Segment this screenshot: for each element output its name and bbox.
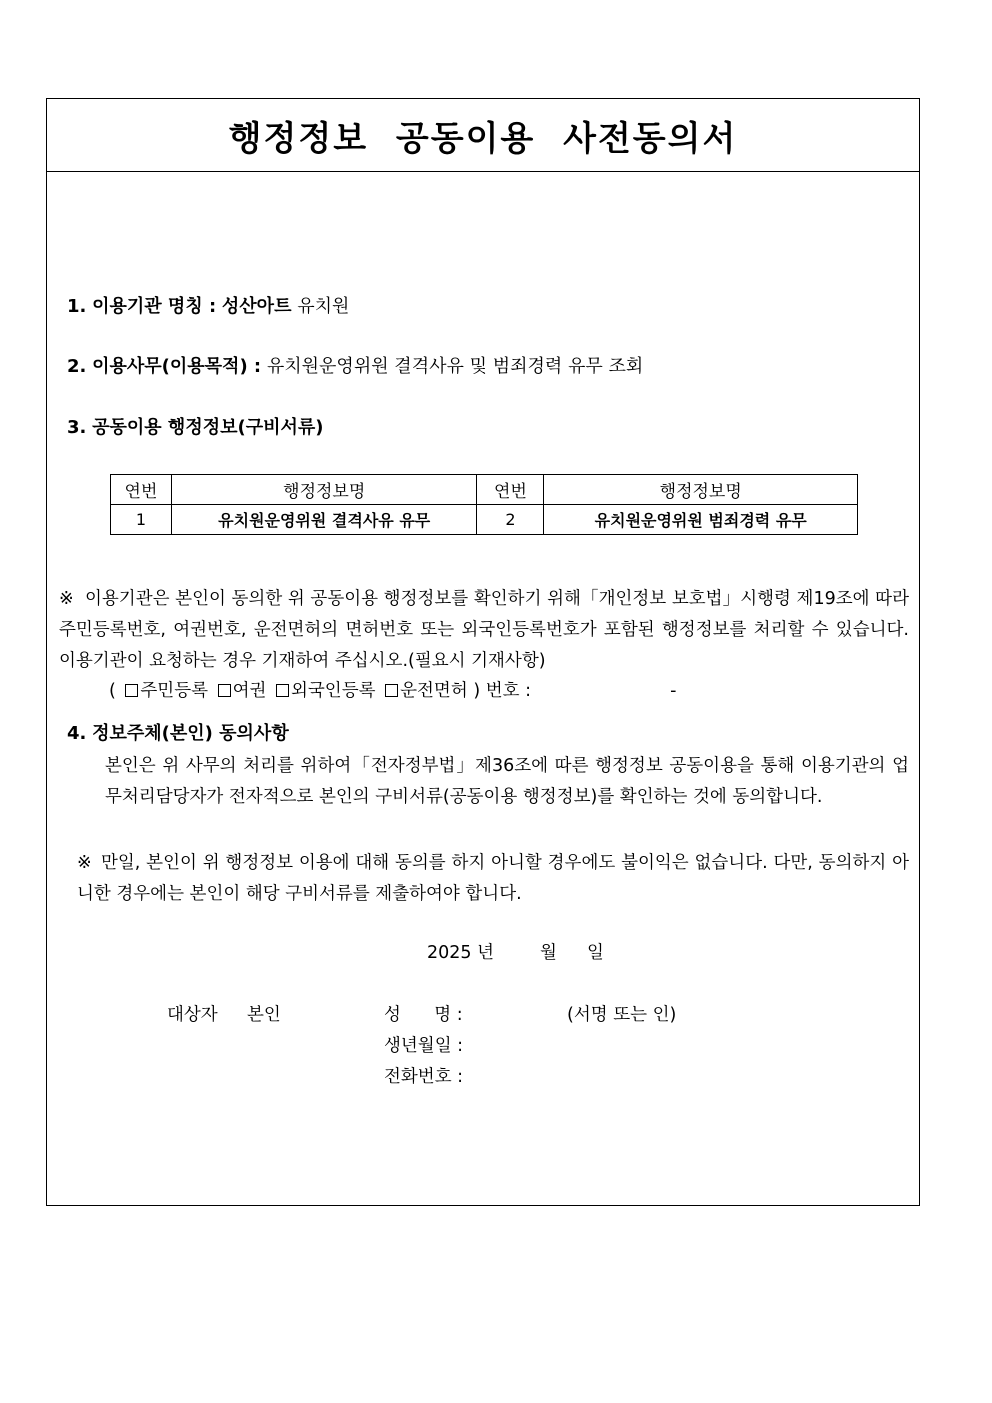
section-3-shared-info [67, 413, 323, 439]
reference-mark-icon: ※ [59, 589, 74, 609]
phone-field[interactable] [477, 1063, 677, 1087]
reference-mark-icon: ※ [77, 853, 92, 873]
note-no-disadvantage [77, 848, 909, 910]
date-month-unit: 월 [540, 943, 557, 963]
sign-hint: (서명 또는 인) [567, 1005, 677, 1025]
birth-label: 생년월일 : [384, 1036, 464, 1056]
note-id-number [59, 584, 909, 677]
date-year-value: 2025 [427, 943, 472, 963]
name-field[interactable] [477, 1001, 557, 1025]
col-header-no: 연번 [477, 475, 544, 505]
id-type-row [109, 677, 676, 702]
section-3-number: 3. [67, 417, 87, 438]
info-table-header-row [111, 475, 858, 505]
id-option-label: 주민등록 [140, 681, 209, 701]
section-1-number: 1. [67, 296, 87, 317]
info-table [110, 474, 858, 535]
row-no: 2 [477, 505, 544, 535]
id-option-label: 여권 [232, 681, 267, 701]
row-name: 유치원운영위원 결격사유 유무 [171, 505, 477, 535]
section-4-label: 정보주체(본인) 동의사항 [92, 723, 289, 744]
subject-self: 본인 [247, 1005, 281, 1025]
col-header-no: 연번 [111, 475, 172, 505]
date-day-unit: 일 [587, 943, 604, 963]
section-2-number: 2. [67, 356, 87, 377]
name-label: 성 명 : [384, 1005, 463, 1025]
page-title: 행정정보 공동이용 사전동의서 [228, 118, 738, 159]
table-row [111, 505, 858, 535]
org-name-bold: 성산아트 [221, 296, 292, 317]
paren-open: ( [109, 681, 116, 701]
birth-field[interactable] [477, 1032, 677, 1056]
note-id-text: 이용기관은 본인이 동의한 위 공동이용 행정정보를 확인하기 위해「개인정보 보호법」시행령 제19조에 따라 주민등록번호, 여권번호, 운전면허의 면허번호 또는 외국인등록번호가 포함된 행정정보를 처리할 수 있습니다. 이용기관이 요청하는 경우 기재하여 주십시오.(필요시 기재사항) [59, 589, 909, 671]
section-3-label: 공동이용 행정정보(구비서류) [92, 417, 324, 438]
row-no: 1 [111, 505, 172, 535]
checkbox-passport[interactable] [218, 684, 231, 697]
col-header-name: 행정정보명 [171, 475, 477, 505]
section-1-label: 이용기관 명칭 : [92, 296, 217, 317]
id-number-label: 번호 : [485, 681, 531, 701]
checkbox-alien-registration[interactable] [276, 684, 289, 697]
id-option-label: 외국인등록 [291, 681, 376, 701]
consent-form-frame [46, 98, 920, 1206]
subject-label: 대상자 [167, 1005, 218, 1025]
org-name-rest: 유치원 [297, 296, 350, 317]
section-1-org-name [67, 292, 349, 318]
consent-paragraph: 본인은 위 사무의 처리를 위하여「전자정부법」제36조에 따른 행정정보 공동이용을 통해 이용기관의 업무처리담당자가 전자적으로 본인의 구비서류(공동이용 행정정보)를 확인하는 것에 동의합니다. [105, 756, 909, 807]
id-option-label: 운전면허 [400, 681, 468, 701]
section-4-consent [67, 719, 289, 745]
section-2-purpose [67, 352, 643, 378]
paren-close: ) [473, 681, 481, 701]
purpose-value: 유치원운영위원 결격사유 및 범죄경력 유무 조회 [266, 356, 644, 377]
date-year-unit: 년 [477, 943, 495, 963]
id-number-dash: - [670, 681, 677, 701]
row-name: 유치원운영위원 범죄경력 유무 [544, 505, 858, 535]
title-box [47, 99, 919, 172]
phone-label: 전화번호 : [384, 1067, 464, 1087]
section-4-number: 4. [67, 723, 87, 744]
section-2-label: 이용사무(이용목적) : [92, 356, 262, 377]
note-no-disadvantage-text: 만일, 본인이 위 행정정보 이용에 대해 동의를 하지 아니할 경우에도 불이익은 없습니다. 다만, 동의하지 아니한 경우에는 본인이 해당 구비서류를 제출하여야 합니다. [77, 853, 909, 904]
col-header-name: 행정정보명 [544, 475, 858, 505]
date-year [427, 939, 494, 964]
checkbox-drivers-license[interactable] [385, 684, 398, 697]
checkbox-resident-registration[interactable] [125, 684, 138, 697]
